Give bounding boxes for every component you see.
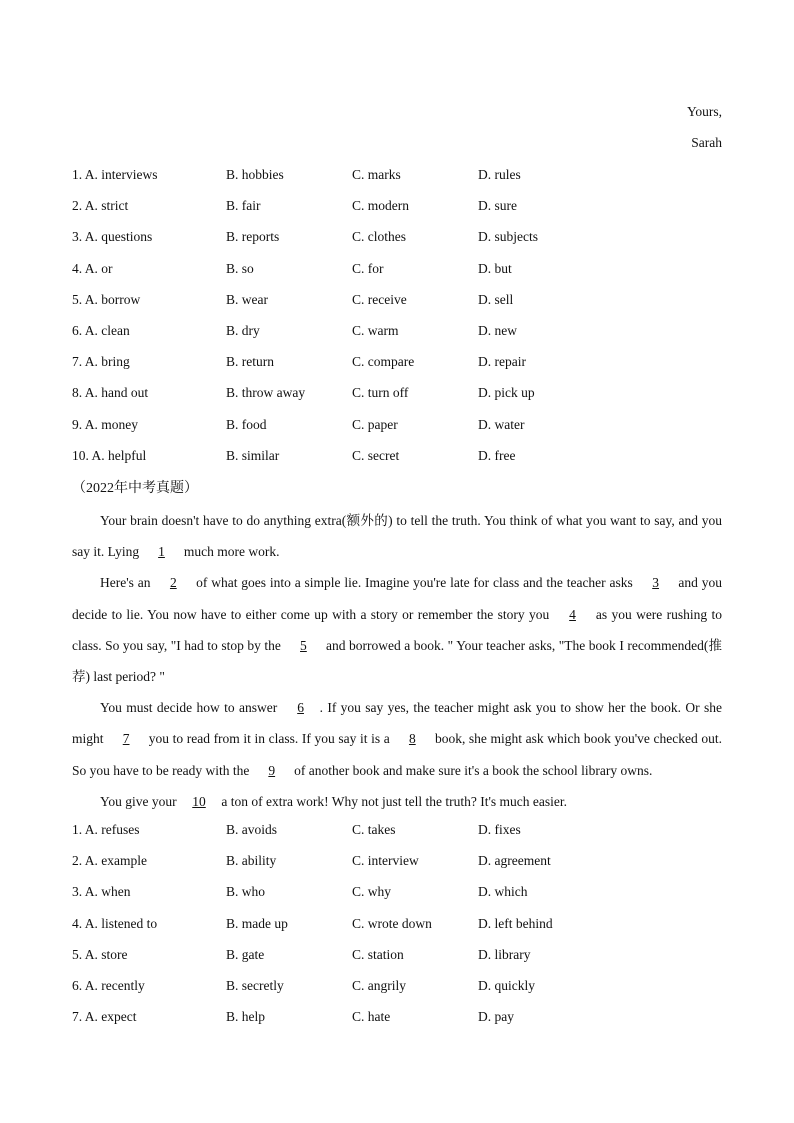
option-b: B. throw away	[226, 385, 306, 401]
option-d: D. fixes	[478, 822, 521, 837]
option-row	[72, 884, 732, 915]
passage-text: and you decide to lie. You now have to either come up with a story or remember the story you	[72, 575, 722, 622]
option-b: B. gate	[226, 946, 265, 962]
passage-text: you to read from it in class. If you say it is a	[145, 731, 394, 747]
option-a: 1. A. refuses	[72, 822, 140, 837]
option-c: C. marks	[352, 167, 401, 182]
option-row	[72, 385, 732, 416]
option-row	[72, 229, 732, 260]
option-d: D. water	[478, 416, 525, 432]
cloze-passage	[72, 505, 722, 817]
option-b: B. ability	[226, 853, 277, 869]
option-d: D. subjects	[478, 229, 538, 245]
option-a: 7. A. expect	[72, 1009, 137, 1025]
blank-1: 1	[158, 544, 165, 560]
option-d: D. free	[478, 447, 516, 463]
option-d: D. which	[478, 884, 528, 900]
option-d: D. pay	[478, 1009, 514, 1025]
option-row	[72, 198, 732, 229]
option-a: 2. A. example	[72, 853, 147, 869]
passage-text: Your brain doesn't have to do anything extra(额外的) to tell the truth. You think of what you want to say, and you say it. Lying	[72, 513, 722, 560]
option-a: 1. A. interviews	[72, 167, 158, 182]
blank-2: 2	[169, 575, 177, 591]
option-row	[72, 323, 732, 354]
option-a: 9. A. money	[72, 416, 138, 432]
option-a: 10. A. helpful	[72, 447, 147, 463]
option-b: B. return	[226, 354, 274, 370]
option-row	[72, 167, 732, 198]
paragraph-1	[72, 505, 722, 567]
option-b: B. wear	[226, 291, 268, 307]
blank-7: 7	[122, 731, 130, 747]
option-c: C. clothes	[352, 229, 406, 245]
passage-text: and borrowed a book. " Your teacher asks, "The book I recommended(推荐) last period? "	[72, 637, 722, 685]
option-row	[72, 947, 732, 978]
option-b: B. secretly	[226, 977, 284, 993]
option-b: B. avoids	[226, 822, 278, 837]
passage-text: a ton of extra work! Why not just tell the truth? It's much easier.	[218, 793, 567, 809]
passage-text: You give your	[100, 793, 181, 809]
option-d: D. repair	[478, 354, 526, 370]
option-row	[72, 1009, 732, 1040]
passage-text: Here's an	[100, 575, 155, 591]
option-c: C. hate	[352, 1009, 391, 1025]
option-row	[72, 417, 732, 448]
option-c: C. modern	[352, 198, 409, 214]
option-b: B. fair	[226, 198, 261, 214]
paragraph-3	[72, 692, 722, 786]
option-b: B. hobbies	[226, 167, 284, 182]
option-c: C. paper	[352, 416, 398, 432]
option-c: C. wrote down	[352, 915, 432, 931]
option-row	[72, 853, 732, 884]
passage-text: You must decide how to answer	[100, 700, 282, 716]
option-a: 5. A. store	[72, 946, 128, 962]
option-b: B. reports	[226, 229, 280, 245]
option-row	[72, 916, 732, 947]
option-row	[72, 261, 732, 292]
section-heading: （2022年中考真题）	[72, 481, 198, 496]
option-c: C. takes	[352, 822, 396, 837]
passage-text: of what goes into a simple lie. Imagine you're late for class and the teacher asks	[192, 575, 637, 591]
option-c: C. secret	[352, 447, 400, 463]
passage-text: much more work.	[180, 544, 280, 560]
option-c: C. turn off	[352, 385, 409, 401]
option-list-a	[72, 167, 732, 479]
option-a: 6. A. recently	[72, 977, 145, 993]
option-b: B. so	[226, 260, 254, 276]
option-a: 7. A. bring	[72, 354, 130, 370]
option-a: 4. A. or	[72, 260, 113, 276]
option-row	[72, 448, 732, 479]
blank-3: 3	[652, 575, 659, 591]
blank-4: 4	[569, 606, 576, 622]
option-d: D. sure	[478, 198, 517, 214]
option-d: D. agreement	[478, 853, 551, 869]
option-b: B. dry	[226, 322, 260, 338]
option-b: B. food	[226, 416, 267, 432]
option-c: C. compare	[352, 354, 415, 370]
option-a: 5. A. borrow	[72, 291, 141, 307]
option-row	[72, 292, 732, 323]
option-row	[72, 978, 732, 1009]
option-d: D. quickly	[478, 977, 535, 993]
paragraph-4	[72, 786, 722, 817]
option-d: D. but	[478, 260, 512, 276]
option-c: C. angrily	[352, 977, 406, 993]
option-a: 3. A. when	[72, 884, 131, 900]
blank-9: 9	[268, 762, 276, 778]
option-c: C. interview	[352, 853, 419, 869]
passage-text: of another book and make sure it's a book the school library owns.	[290, 762, 653, 778]
option-b: B. who	[226, 884, 266, 900]
option-d: D. pick up	[478, 385, 535, 401]
passage-text: book, she might ask which book you've checked out. So you have to be ready with the	[72, 731, 722, 778]
passage-text: as you were rushing to class. So you say, "I had to stop by the	[72, 606, 722, 653]
blank-10: 10	[192, 793, 206, 809]
option-list-b	[72, 822, 732, 1040]
option-a: 2. A. strict	[72, 198, 129, 214]
option-b: B. made up	[226, 915, 288, 931]
option-d: D. library	[478, 946, 531, 962]
option-c: C. warm	[352, 322, 399, 338]
option-a: 4. A. listened to	[72, 915, 158, 931]
paragraph-2	[72, 567, 722, 692]
option-a: 3. A. questions	[72, 229, 153, 245]
option-b: B. help	[226, 1009, 265, 1025]
passage-text: . If you say yes, the teacher might ask you to show her the book. Or she might	[72, 700, 722, 747]
blank-8: 8	[408, 731, 416, 747]
option-row	[72, 822, 732, 853]
blank-5: 5	[300, 637, 307, 653]
option-a: 6. A. clean	[72, 322, 130, 338]
option-d: D. rules	[478, 167, 521, 182]
option-d: D. new	[478, 322, 517, 338]
option-c: C. station	[352, 946, 404, 962]
option-row	[72, 354, 732, 385]
option-c: C. receive	[352, 291, 407, 307]
closing-yours: Yours,	[686, 104, 722, 119]
blank-6: 6	[297, 700, 304, 716]
option-d: D. left behind	[478, 915, 553, 931]
option-b: B. similar	[226, 447, 280, 463]
option-d: D. sell	[478, 291, 514, 307]
option-c: C. for	[352, 260, 384, 276]
closing-name: Sarah	[691, 135, 722, 150]
option-a: 8. A. hand out	[72, 385, 149, 401]
option-c: C. why	[352, 884, 392, 900]
